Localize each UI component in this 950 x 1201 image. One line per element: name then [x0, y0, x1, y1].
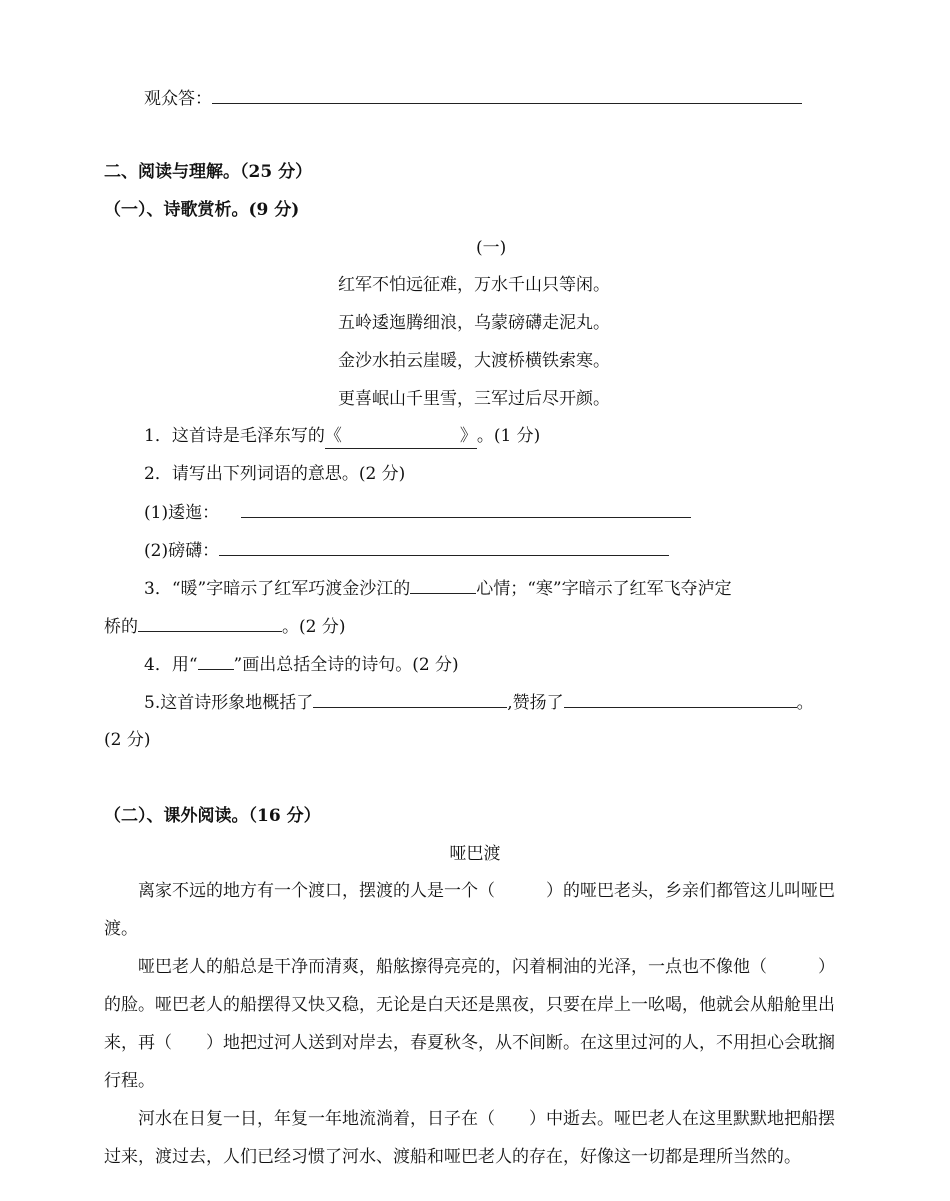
question-1: [144, 424, 540, 449]
poem-line: 金沙水拍云崖暖，大渡桥横铁索寒。: [338, 351, 610, 371]
q4-text: 4．用“: [144, 655, 198, 675]
part2-heading: （二）、课外阅读。（16 分）: [104, 806, 321, 826]
answer-blank[interactable]: [212, 86, 802, 104]
q3-blank-1[interactable]: [410, 576, 476, 594]
q3-text: 3．“暖”字暗示了红军巧渡金沙江的: [144, 579, 411, 599]
q5-blank-1[interactable]: [313, 690, 507, 708]
question-4: [144, 652, 459, 677]
q2-item-b: [144, 538, 669, 563]
poem-marker: (一): [476, 238, 507, 258]
passage-paragraph-3: 河水在日复一日，年复一年地流淌着，日子在（ ）中逝去。哑巴老人在这里默默地把船摆过来，渡过去，人们已经习惯了河水、渡船和哑巴老人的存在，好像这一切都是理所当然的。: [104, 1109, 835, 1167]
q2-item-a: [144, 500, 691, 525]
q5-blank-2[interactable]: [564, 690, 797, 708]
poem-line: 五岭逶迤腾细浪，乌蒙磅礴走泥丸。: [338, 313, 610, 333]
q1-points: 。(1 分): [476, 426, 541, 446]
q5-period: 。: [796, 693, 814, 713]
q1-text: 1．这首诗是毛泽东写的: [144, 426, 325, 446]
poem-line: 红军不怕远征难，万水千山只等闲。: [338, 275, 610, 295]
question-3: [144, 576, 732, 601]
poem-line: 更喜岷山千里雪，三军过后尽开颜。: [338, 389, 610, 409]
part1-heading: （一）、诗歌赏析。(9 分): [104, 200, 300, 220]
q2b-label: (2)磅礴：: [144, 541, 220, 561]
q5-text-mid: ,赞扬了: [507, 693, 564, 713]
q5-text: 5.这首诗形象地概括了: [144, 693, 314, 713]
passage-title: 哑巴渡: [449, 844, 501, 864]
answer-label: 观众答：: [144, 89, 212, 109]
question-3-cont: [104, 614, 345, 639]
q1-answer-blank[interactable]: [325, 424, 477, 449]
q1-open-mark: 《: [324, 426, 342, 446]
passage-paragraph-1: 离家不远的地方有一个渡口，摆渡的人是一个（ ）的哑巴老头，乡亲们都管这儿叫哑巴渡。: [104, 881, 835, 939]
q2a-label: (1)逶迤：: [144, 503, 220, 523]
q2b-blank[interactable]: [219, 538, 669, 556]
section-heading: 二、阅读与理解。（25 分）: [104, 162, 313, 182]
passage-paragraph-2: 哑巴老人的船总是干净而清爽，船舷擦得亮亮的，闪着桐油的光泽，一点也不像他（ ）的脸。哑巴老人的船摆得又快又稳，无论是白天还是黑夜，只要在岸上一吆喝，他就会从船舱里出来，再（ ）地把过河人送到对岸去，春夏秋冬，从不间断。在这里过河的人，不用担心会耽搁行程。: [104, 957, 835, 1091]
q3-points: 。(2 分): [282, 617, 346, 637]
q5-points: (2 分): [104, 730, 151, 750]
q3-text-2: 桥的: [104, 617, 138, 637]
q1-close-mark: 》: [459, 426, 477, 446]
answer-line: [144, 86, 802, 111]
question-2: 2．请写出下列词语的意思。(2 分): [144, 464, 406, 484]
q2a-blank[interactable]: [241, 500, 691, 518]
q4-underline-sample: [198, 652, 234, 670]
question-5: [144, 690, 814, 715]
q3-blank-2[interactable]: [138, 614, 282, 632]
q3-text-mid: 心情；“寒”字暗示了红军飞夺泸定: [476, 579, 732, 599]
q4-text-end: ”画出总括全诗的诗句。(2 分): [233, 655, 459, 675]
